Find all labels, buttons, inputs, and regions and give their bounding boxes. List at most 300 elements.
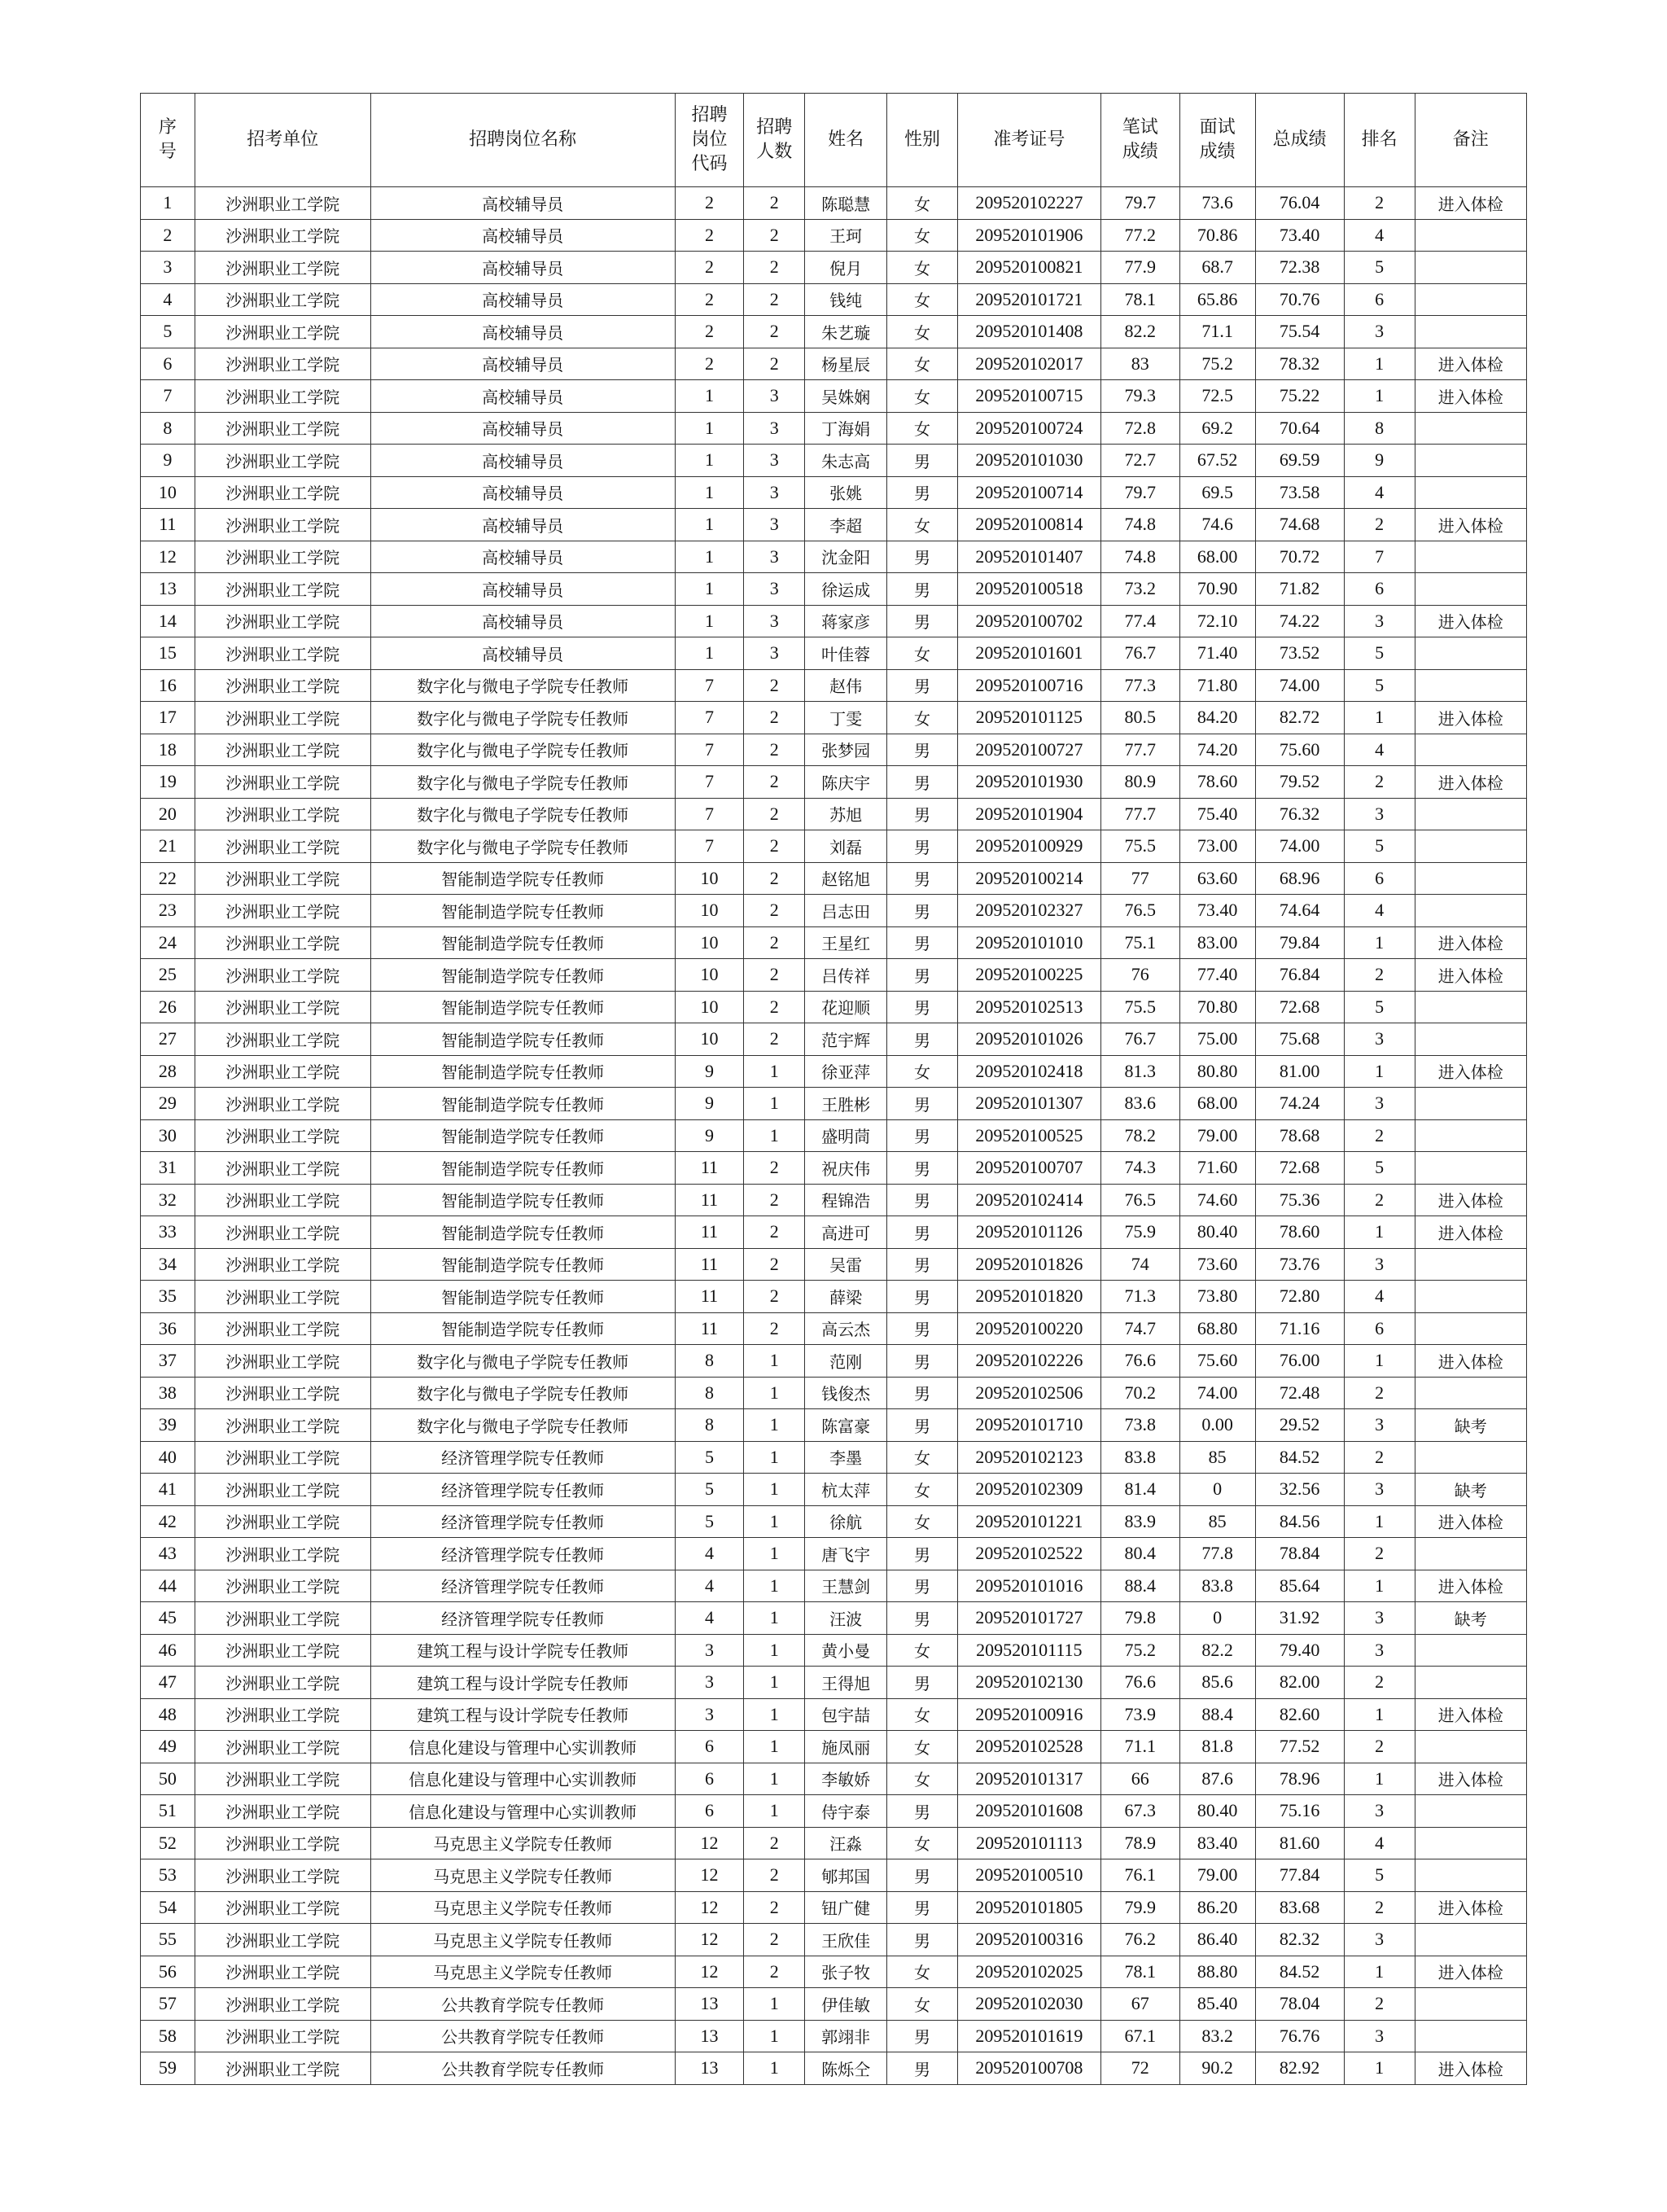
gender-cell: 女 bbox=[887, 1988, 958, 2021]
table-row bbox=[141, 1763, 1527, 1795]
interview-cell: 68.7 bbox=[1179, 252, 1255, 284]
ticket-cell: 209520100714 bbox=[957, 476, 1100, 509]
rank-cell: 2 bbox=[1344, 1731, 1415, 1763]
post-cell: 高校辅导员 bbox=[370, 316, 675, 348]
rank-cell: 1 bbox=[1344, 380, 1415, 413]
total-cell: 72.80 bbox=[1255, 1281, 1344, 1313]
table-row bbox=[141, 1377, 1527, 1409]
unit-cell: 沙洲职业工学院 bbox=[195, 1409, 370, 1442]
rank-cell: 2 bbox=[1344, 187, 1415, 220]
total-cell: 70.76 bbox=[1255, 283, 1344, 316]
post-cell: 高校辅导员 bbox=[370, 573, 675, 606]
table-row bbox=[141, 573, 1527, 606]
seq-cell: 39 bbox=[141, 1409, 195, 1442]
total-cell: 74.00 bbox=[1255, 669, 1344, 702]
gender-cell: 女 bbox=[887, 637, 958, 670]
post-cell: 数字化与微电子学院专任教师 bbox=[370, 1409, 675, 1442]
ticket-cell: 209520100220 bbox=[957, 1312, 1100, 1345]
code-cell: 4 bbox=[675, 1570, 744, 1602]
unit-cell: 沙洲职业工学院 bbox=[195, 541, 370, 573]
post-cell: 马克思主义学院专任教师 bbox=[370, 1859, 675, 1892]
unit-cell: 沙洲职业工学院 bbox=[195, 1827, 370, 1859]
gender-cell: 男 bbox=[887, 1184, 958, 1216]
interview-cell: 0 bbox=[1179, 1474, 1255, 1506]
table-row bbox=[141, 1312, 1527, 1345]
header-note: 备注 bbox=[1415, 94, 1526, 187]
rank-cell: 2 bbox=[1344, 1891, 1415, 1924]
total-cell: 82.00 bbox=[1255, 1667, 1344, 1699]
header-total: 总成绩 bbox=[1255, 94, 1344, 187]
interview-cell: 87.6 bbox=[1179, 1763, 1255, 1795]
unit-cell: 沙洲职业工学院 bbox=[195, 1602, 370, 1635]
total-cell: 69.59 bbox=[1255, 445, 1344, 477]
total-cell: 32.56 bbox=[1255, 1474, 1344, 1506]
total-cell: 81.00 bbox=[1255, 1055, 1344, 1088]
table-row bbox=[141, 283, 1527, 316]
total-cell: 82.32 bbox=[1255, 1924, 1344, 1956]
table-row bbox=[141, 1924, 1527, 1956]
ticket-cell: 209520101826 bbox=[957, 1248, 1100, 1281]
code-cell: 1 bbox=[675, 476, 744, 509]
header-seq: 序号 bbox=[141, 94, 195, 187]
written-cell: 88.4 bbox=[1100, 1570, 1179, 1602]
count-cell: 2 bbox=[744, 219, 805, 252]
interview-cell: 0 bbox=[1179, 1602, 1255, 1635]
total-cell: 84.56 bbox=[1255, 1505, 1344, 1538]
note-cell: 进入体检 bbox=[1415, 187, 1526, 220]
rank-cell: 5 bbox=[1344, 669, 1415, 702]
gender-cell: 女 bbox=[887, 219, 958, 252]
written-cell: 77.7 bbox=[1100, 734, 1179, 766]
post-cell: 智能制造学院专任教师 bbox=[370, 991, 675, 1023]
interview-cell: 85 bbox=[1179, 1505, 1255, 1538]
written-cell: 76.6 bbox=[1100, 1667, 1179, 1699]
note-cell bbox=[1415, 1827, 1526, 1859]
ticket-cell: 209520101016 bbox=[957, 1570, 1100, 1602]
seq-cell: 23 bbox=[141, 895, 195, 927]
count-cell: 2 bbox=[744, 766, 805, 799]
unit-cell: 沙洲职业工学院 bbox=[195, 187, 370, 220]
note-cell bbox=[1415, 252, 1526, 284]
interview-cell: 85.40 bbox=[1179, 1988, 1255, 2021]
name-cell: 王星红 bbox=[805, 926, 887, 959]
table-row bbox=[141, 1216, 1527, 1249]
name-cell: 徐亚萍 bbox=[805, 1055, 887, 1088]
total-cell: 79.84 bbox=[1255, 926, 1344, 959]
interview-cell: 68.00 bbox=[1179, 1088, 1255, 1120]
post-cell: 经济管理学院专任教师 bbox=[370, 1474, 675, 1506]
count-cell: 2 bbox=[744, 252, 805, 284]
ticket-cell: 209520101727 bbox=[957, 1602, 1100, 1635]
note-cell bbox=[1415, 412, 1526, 445]
note-cell bbox=[1415, 798, 1526, 830]
note-cell bbox=[1415, 862, 1526, 895]
rank-cell: 6 bbox=[1344, 862, 1415, 895]
count-cell: 1 bbox=[744, 1570, 805, 1602]
ticket-cell: 209520100708 bbox=[957, 2052, 1100, 2085]
code-cell: 12 bbox=[675, 1924, 744, 1956]
rank-cell: 1 bbox=[1344, 1505, 1415, 1538]
rank-cell: 1 bbox=[1344, 1570, 1415, 1602]
unit-cell: 沙洲职业工学院 bbox=[195, 1023, 370, 1056]
seq-cell: 37 bbox=[141, 1345, 195, 1378]
interview-cell: 80.80 bbox=[1179, 1055, 1255, 1088]
seq-cell: 26 bbox=[141, 991, 195, 1023]
total-cell: 78.04 bbox=[1255, 1988, 1344, 2021]
table-row bbox=[141, 1891, 1527, 1924]
interview-cell: 74.00 bbox=[1179, 1377, 1255, 1409]
post-cell: 经济管理学院专任教师 bbox=[370, 1441, 675, 1474]
seq-cell: 21 bbox=[141, 830, 195, 863]
post-cell: 智能制造学院专任教师 bbox=[370, 1216, 675, 1249]
seq-cell: 2 bbox=[141, 219, 195, 252]
seq-cell: 7 bbox=[141, 380, 195, 413]
total-cell: 72.68 bbox=[1255, 991, 1344, 1023]
gender-cell: 女 bbox=[887, 702, 958, 734]
gender-cell: 女 bbox=[887, 1827, 958, 1859]
count-cell: 3 bbox=[744, 573, 805, 606]
unit-cell: 沙洲职业工学院 bbox=[195, 1184, 370, 1216]
rank-cell: 5 bbox=[1344, 637, 1415, 670]
ticket-cell: 209520100715 bbox=[957, 380, 1100, 413]
note-cell: 进入体检 bbox=[1415, 1345, 1526, 1378]
total-cell: 31.92 bbox=[1255, 1602, 1344, 1635]
note-cell bbox=[1415, 637, 1526, 670]
gender-cell: 男 bbox=[887, 541, 958, 573]
seq-cell: 48 bbox=[141, 1698, 195, 1731]
post-cell: 智能制造学院专任教师 bbox=[370, 1312, 675, 1345]
interview-cell: 73.00 bbox=[1179, 830, 1255, 863]
name-cell: 杨星辰 bbox=[805, 348, 887, 380]
count-cell: 2 bbox=[744, 1281, 805, 1313]
rank-cell: 3 bbox=[1344, 1634, 1415, 1667]
header-written: 笔试成绩 bbox=[1100, 94, 1179, 187]
total-cell: 71.16 bbox=[1255, 1312, 1344, 1345]
rank-cell: 3 bbox=[1344, 605, 1415, 637]
count-cell: 1 bbox=[744, 1988, 805, 2021]
count-cell: 2 bbox=[744, 1216, 805, 1249]
gender-cell: 男 bbox=[887, 1023, 958, 1056]
unit-cell: 沙洲职业工学院 bbox=[195, 380, 370, 413]
count-cell: 3 bbox=[744, 605, 805, 637]
interview-cell: 83.40 bbox=[1179, 1827, 1255, 1859]
seq-cell: 47 bbox=[141, 1667, 195, 1699]
count-cell: 2 bbox=[744, 187, 805, 220]
ticket-cell: 209520100525 bbox=[957, 1119, 1100, 1152]
ticket-cell: 209520101608 bbox=[957, 1795, 1100, 1828]
name-cell: 吴雷 bbox=[805, 1248, 887, 1281]
interview-cell: 74.60 bbox=[1179, 1184, 1255, 1216]
unit-cell: 沙洲职业工学院 bbox=[195, 509, 370, 541]
count-cell: 1 bbox=[744, 1795, 805, 1828]
interview-cell: 73.80 bbox=[1179, 1281, 1255, 1313]
written-cell: 77.3 bbox=[1100, 669, 1179, 702]
interview-cell: 88.4 bbox=[1179, 1698, 1255, 1731]
written-cell: 81.3 bbox=[1100, 1055, 1179, 1088]
seq-cell: 27 bbox=[141, 1023, 195, 1056]
gender-cell: 女 bbox=[887, 1731, 958, 1763]
code-cell: 10 bbox=[675, 862, 744, 895]
results-table bbox=[140, 93, 1527, 2085]
post-cell: 高校辅导员 bbox=[370, 605, 675, 637]
name-cell: 沈金阳 bbox=[805, 541, 887, 573]
interview-cell: 73.40 bbox=[1179, 895, 1255, 927]
total-cell: 85.64 bbox=[1255, 1570, 1344, 1602]
code-cell: 7 bbox=[675, 798, 744, 830]
written-cell: 77.7 bbox=[1100, 798, 1179, 830]
table-row bbox=[141, 862, 1527, 895]
unit-cell: 沙洲职业工学院 bbox=[195, 1119, 370, 1152]
table-row bbox=[141, 1667, 1527, 1699]
table-row bbox=[141, 1538, 1527, 1570]
interview-cell: 86.20 bbox=[1179, 1891, 1255, 1924]
count-cell: 1 bbox=[744, 1634, 805, 1667]
written-cell: 74.3 bbox=[1100, 1152, 1179, 1185]
post-cell: 高校辅导员 bbox=[370, 380, 675, 413]
ticket-cell: 209520101010 bbox=[957, 926, 1100, 959]
interview-cell: 74.20 bbox=[1179, 734, 1255, 766]
table-row bbox=[141, 1023, 1527, 1056]
name-cell: 高进可 bbox=[805, 1216, 887, 1249]
interview-cell: 77.40 bbox=[1179, 959, 1255, 992]
gender-cell: 男 bbox=[887, 669, 958, 702]
post-cell: 智能制造学院专任教师 bbox=[370, 926, 675, 959]
written-cell: 67.3 bbox=[1100, 1795, 1179, 1828]
total-cell: 71.82 bbox=[1255, 573, 1344, 606]
post-cell: 智能制造学院专任教师 bbox=[370, 1119, 675, 1152]
total-cell: 75.60 bbox=[1255, 734, 1344, 766]
post-cell: 经济管理学院专任教师 bbox=[370, 1602, 675, 1635]
interview-cell: 71.1 bbox=[1179, 316, 1255, 348]
note-cell bbox=[1415, 2020, 1526, 2052]
unit-cell: 沙洲职业工学院 bbox=[195, 798, 370, 830]
name-cell: 祝庆伟 bbox=[805, 1152, 887, 1185]
unit-cell: 沙洲职业工学院 bbox=[195, 926, 370, 959]
name-cell: 朱志高 bbox=[805, 445, 887, 477]
code-cell: 8 bbox=[675, 1345, 744, 1378]
count-cell: 2 bbox=[744, 1248, 805, 1281]
interview-cell: 71.80 bbox=[1179, 669, 1255, 702]
code-cell: 7 bbox=[675, 669, 744, 702]
seq-cell: 33 bbox=[141, 1216, 195, 1249]
unit-cell: 沙洲职业工学院 bbox=[195, 1055, 370, 1088]
table-row bbox=[141, 2052, 1527, 2085]
table-row bbox=[141, 316, 1527, 348]
count-cell: 2 bbox=[744, 959, 805, 992]
total-cell: 78.84 bbox=[1255, 1538, 1344, 1570]
seq-cell: 55 bbox=[141, 1924, 195, 1956]
code-cell: 11 bbox=[675, 1152, 744, 1185]
rank-cell: 2 bbox=[1344, 1119, 1415, 1152]
table-row bbox=[141, 926, 1527, 959]
unit-cell: 沙洲职业工学院 bbox=[195, 1763, 370, 1795]
written-cell: 76.7 bbox=[1100, 1023, 1179, 1056]
rank-cell: 1 bbox=[1344, 2052, 1415, 2085]
written-cell: 76.5 bbox=[1100, 895, 1179, 927]
ticket-cell: 209520102130 bbox=[957, 1667, 1100, 1699]
written-cell: 79.9 bbox=[1100, 1891, 1179, 1924]
interview-cell: 85.6 bbox=[1179, 1667, 1255, 1699]
unit-cell: 沙洲职业工学院 bbox=[195, 316, 370, 348]
ticket-cell: 209520102025 bbox=[957, 1956, 1100, 1988]
post-cell: 高校辅导员 bbox=[370, 541, 675, 573]
total-cell: 74.00 bbox=[1255, 830, 1344, 863]
interview-cell: 70.90 bbox=[1179, 573, 1255, 606]
count-cell: 1 bbox=[744, 1409, 805, 1442]
count-cell: 3 bbox=[744, 509, 805, 541]
written-cell: 71.1 bbox=[1100, 1731, 1179, 1763]
interview-cell: 80.40 bbox=[1179, 1795, 1255, 1828]
interview-cell: 78.60 bbox=[1179, 766, 1255, 799]
gender-cell: 女 bbox=[887, 187, 958, 220]
unit-cell: 沙洲职业工学院 bbox=[195, 605, 370, 637]
table-row bbox=[141, 509, 1527, 541]
written-cell: 77.2 bbox=[1100, 219, 1179, 252]
code-cell: 5 bbox=[675, 1474, 744, 1506]
note-cell bbox=[1415, 283, 1526, 316]
post-cell: 智能制造学院专任教师 bbox=[370, 1152, 675, 1185]
ticket-cell: 209520101710 bbox=[957, 1409, 1100, 1442]
written-cell: 74.8 bbox=[1100, 541, 1179, 573]
table-row bbox=[141, 1827, 1527, 1859]
post-cell: 马克思主义学院专任教师 bbox=[370, 1924, 675, 1956]
note-cell bbox=[1415, 1088, 1526, 1120]
written-cell: 82.2 bbox=[1100, 316, 1179, 348]
total-cell: 78.96 bbox=[1255, 1763, 1344, 1795]
seq-cell: 35 bbox=[141, 1281, 195, 1313]
interview-cell: 70.80 bbox=[1179, 991, 1255, 1023]
total-cell: 68.96 bbox=[1255, 862, 1344, 895]
written-cell: 77.4 bbox=[1100, 605, 1179, 637]
written-cell: 83.8 bbox=[1100, 1441, 1179, 1474]
rank-cell: 2 bbox=[1344, 1377, 1415, 1409]
ticket-cell: 209520102528 bbox=[957, 1731, 1100, 1763]
post-cell: 高校辅导员 bbox=[370, 283, 675, 316]
name-cell: 吴姝娴 bbox=[805, 380, 887, 413]
unit-cell: 沙洲职业工学院 bbox=[195, 1795, 370, 1828]
seq-cell: 32 bbox=[141, 1184, 195, 1216]
rank-cell: 1 bbox=[1344, 1763, 1415, 1795]
seq-cell: 11 bbox=[141, 509, 195, 541]
code-cell: 9 bbox=[675, 1119, 744, 1152]
ticket-cell: 209520100716 bbox=[957, 669, 1100, 702]
gender-cell: 女 bbox=[887, 1055, 958, 1088]
interview-cell: 75.2 bbox=[1179, 348, 1255, 380]
code-cell: 10 bbox=[675, 895, 744, 927]
note-cell bbox=[1415, 1248, 1526, 1281]
rank-cell: 3 bbox=[1344, 1409, 1415, 1442]
written-cell: 74 bbox=[1100, 1248, 1179, 1281]
post-cell: 高校辅导员 bbox=[370, 348, 675, 380]
total-cell: 84.52 bbox=[1255, 1956, 1344, 1988]
code-cell: 10 bbox=[675, 991, 744, 1023]
written-cell: 75.2 bbox=[1100, 1634, 1179, 1667]
table-row bbox=[141, 252, 1527, 284]
name-cell: 赵伟 bbox=[805, 669, 887, 702]
code-cell: 3 bbox=[675, 1634, 744, 1667]
rank-cell: 3 bbox=[1344, 1248, 1415, 1281]
unit-cell: 沙洲职业工学院 bbox=[195, 1216, 370, 1249]
written-cell: 75.5 bbox=[1100, 830, 1179, 863]
post-cell: 高校辅导员 bbox=[370, 445, 675, 477]
rank-cell: 4 bbox=[1344, 1281, 1415, 1313]
count-cell: 2 bbox=[744, 1152, 805, 1185]
gender-cell: 男 bbox=[887, 959, 958, 992]
interview-cell: 88.80 bbox=[1179, 1956, 1255, 1988]
unit-cell: 沙洲职业工学院 bbox=[195, 1281, 370, 1313]
name-cell: 徐航 bbox=[805, 1505, 887, 1538]
gender-cell: 女 bbox=[887, 1634, 958, 1667]
name-cell: 张子牧 bbox=[805, 1956, 887, 1988]
unit-cell: 沙洲职业工学院 bbox=[195, 1956, 370, 1988]
name-cell: 伊佳敏 bbox=[805, 1988, 887, 2021]
table-row bbox=[141, 476, 1527, 509]
interview-cell: 67.52 bbox=[1179, 445, 1255, 477]
seq-cell: 5 bbox=[141, 316, 195, 348]
rank-cell: 3 bbox=[1344, 1023, 1415, 1056]
code-cell: 12 bbox=[675, 1827, 744, 1859]
code-cell: 12 bbox=[675, 1956, 744, 1988]
written-cell: 67 bbox=[1100, 1988, 1179, 2021]
seq-cell: 54 bbox=[141, 1891, 195, 1924]
note-cell: 进入体检 bbox=[1415, 1956, 1526, 1988]
rank-cell: 4 bbox=[1344, 476, 1415, 509]
table-row bbox=[141, 187, 1527, 220]
total-cell: 74.22 bbox=[1255, 605, 1344, 637]
unit-cell: 沙洲职业工学院 bbox=[195, 573, 370, 606]
written-cell: 80.9 bbox=[1100, 766, 1179, 799]
name-cell: 杭太萍 bbox=[805, 1474, 887, 1506]
rank-cell: 1 bbox=[1344, 926, 1415, 959]
table-row bbox=[141, 2020, 1527, 2052]
note-cell: 进入体检 bbox=[1415, 1570, 1526, 1602]
interview-cell: 69.2 bbox=[1179, 412, 1255, 445]
post-cell: 经济管理学院专任教师 bbox=[370, 1505, 675, 1538]
interview-cell: 73.60 bbox=[1179, 1248, 1255, 1281]
code-cell: 1 bbox=[675, 445, 744, 477]
code-cell: 2 bbox=[675, 219, 744, 252]
gender-cell: 男 bbox=[887, 1859, 958, 1892]
interview-cell: 77.8 bbox=[1179, 1538, 1255, 1570]
ticket-cell: 209520102418 bbox=[957, 1055, 1100, 1088]
written-cell: 76.6 bbox=[1100, 1345, 1179, 1378]
note-cell bbox=[1415, 734, 1526, 766]
note-cell bbox=[1415, 1538, 1526, 1570]
ticket-cell: 209520102017 bbox=[957, 348, 1100, 380]
post-cell: 智能制造学院专任教师 bbox=[370, 1281, 675, 1313]
note-cell bbox=[1415, 1924, 1526, 1956]
unit-cell: 沙洲职业工学院 bbox=[195, 1505, 370, 1538]
note-cell bbox=[1415, 1281, 1526, 1313]
gender-cell: 男 bbox=[887, 798, 958, 830]
post-cell: 数字化与微电子学院专任教师 bbox=[370, 798, 675, 830]
ticket-cell: 209520100214 bbox=[957, 862, 1100, 895]
unit-cell: 沙洲职业工学院 bbox=[195, 283, 370, 316]
note-cell bbox=[1415, 669, 1526, 702]
code-cell: 13 bbox=[675, 1988, 744, 2021]
total-cell: 77.52 bbox=[1255, 1731, 1344, 1763]
name-cell: 李敏娇 bbox=[805, 1763, 887, 1795]
gender-cell: 男 bbox=[887, 926, 958, 959]
header-interview: 面试成绩 bbox=[1179, 94, 1255, 187]
written-cell: 77.9 bbox=[1100, 252, 1179, 284]
unit-cell: 沙洲职业工学院 bbox=[195, 1088, 370, 1120]
post-cell: 马克思主义学院专任教师 bbox=[370, 1891, 675, 1924]
total-cell: 75.22 bbox=[1255, 380, 1344, 413]
count-cell: 2 bbox=[744, 1023, 805, 1056]
unit-cell: 沙洲职业工学院 bbox=[195, 830, 370, 863]
code-cell: 12 bbox=[675, 1859, 744, 1892]
